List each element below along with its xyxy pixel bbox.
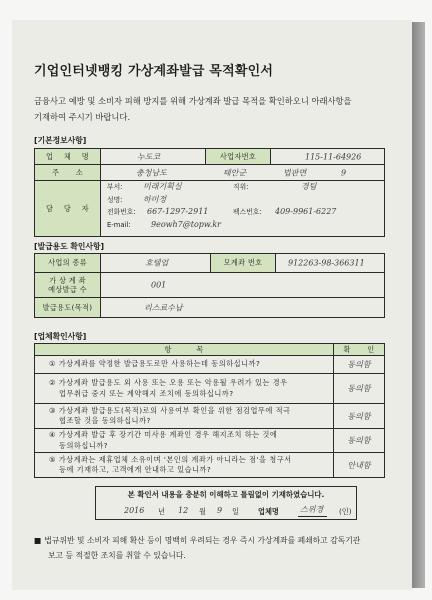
date-month-unit: 월 xyxy=(199,507,206,516)
notice-text: 보고 등 적절한 조치를 취할 수 있습니다. xyxy=(48,551,186,560)
parent-account-value: 912263-98-366311 xyxy=(288,258,365,268)
company-check-table xyxy=(34,343,385,478)
person-name-label: 성명: xyxy=(107,196,123,204)
expected-count-label xyxy=(34,272,101,298)
check-item-text: 동의하십니까? xyxy=(59,440,108,450)
address-cell xyxy=(100,164,385,181)
business-type-label: 사업의 종류 xyxy=(34,253,101,273)
position-label: 직위: xyxy=(233,183,249,191)
issuance-info-heading: [발급용도 확인사항] xyxy=(34,242,105,251)
check-answer-value: 동의함 xyxy=(347,411,371,421)
purpose-label: 발급용도(목적) xyxy=(34,297,101,318)
phone-value: 667-1297-2911 xyxy=(147,207,209,216)
check-answer-4 xyxy=(333,428,385,453)
email-value: 9eowh7@topw.kr xyxy=(151,220,221,229)
check-answer-value: 안내함 xyxy=(347,460,371,470)
legal-notice xyxy=(34,533,360,563)
check-answer-1 xyxy=(333,355,385,374)
check-item-text: 업무취급 중지 또는 계약해지 조치에 동의하십니까? xyxy=(59,388,234,398)
check-answer-3 xyxy=(333,403,385,429)
department-value: 미래기획실 xyxy=(143,182,182,191)
check-item-text: ① 가상계좌를 약정한 발급용도로만 사용하는데 동의하십니까? xyxy=(49,359,261,369)
signer-company-name: 스위경 xyxy=(298,504,327,517)
check-item-text: ③ 가상계좌 발급용도(목적)로의 사용여부 확인을 위한 점검업무에 적극 xyxy=(49,405,291,415)
company-name-label: 업 체 명 xyxy=(34,148,101,165)
scan-edge-shadow xyxy=(412,22,425,588)
check-item-text: 등에 기재하고, 고객에게 안내하고 있습니까? xyxy=(59,465,212,474)
check-column-header: 확 인 xyxy=(333,343,385,356)
basic-info-heading: [기본정보사항] xyxy=(34,136,87,145)
business-number-value: 115-11-64926 xyxy=(305,152,362,161)
check-answer-value: 동의함 xyxy=(347,436,371,445)
contact-label: 담 당 자 xyxy=(34,180,101,237)
business-number-cell xyxy=(270,148,385,165)
department-label: 부서: xyxy=(107,183,123,191)
expected-count-value: 001 xyxy=(151,280,167,290)
check-item-2 xyxy=(34,373,334,404)
contact-cell xyxy=(100,180,385,237)
check-item-5 xyxy=(34,452,334,478)
check-answer-5 xyxy=(333,452,385,478)
expected-count-label-line: 예상발급 수 xyxy=(48,285,87,294)
address-town: 법판면 xyxy=(283,168,307,177)
person-name-value: 하미정 xyxy=(143,195,167,204)
expected-count-label-line: 가 상 계 좌 xyxy=(49,276,86,285)
address-province: 충청남도 xyxy=(136,168,167,177)
check-item-text: ⑤ 가상계좌는 제휴업체 소유이며 '본인의 계좌가 아니라는 점'을 청구서 xyxy=(49,454,292,464)
check-item-text: ④ 가상계좌 발급 후 장기간 미사용 계좌인 경우 해지조치 하는 것에 xyxy=(49,430,278,439)
purpose-value: 리스료수납 xyxy=(144,303,183,312)
check-answer-value: 동의함 xyxy=(347,384,371,393)
intro-line: 기재하여 주시기 바랍니다. xyxy=(34,112,131,122)
date-year-unit: 년 xyxy=(158,507,165,516)
issuance-info-table xyxy=(34,253,385,318)
email-label: E-mail: xyxy=(107,221,131,229)
notice-text: 법규위반 및 소비자 피해 확산 등이 명백히 우려되는 경우 즉시 가상계좌를 폐쇄하고 감독기관 xyxy=(44,536,361,545)
confirmation-box xyxy=(95,486,357,520)
expected-count-cell xyxy=(100,272,385,298)
purpose-cell xyxy=(100,297,385,318)
notice-line xyxy=(34,533,360,548)
check-answer-2 xyxy=(333,373,385,404)
fax-label: 팩스번호: xyxy=(233,208,262,216)
date-month: 12 xyxy=(178,506,189,515)
square-bullet-icon: ■ xyxy=(34,536,42,545)
basic-info-table xyxy=(34,148,385,237)
check-item-3 xyxy=(34,403,334,429)
phone-label: 전화번호: xyxy=(107,208,136,216)
confirmation-statement: 본 확인서 내용을 충분히 이해하고 틀림없이 기재하였습니다. xyxy=(127,490,325,499)
item-column-header: 항 목 xyxy=(34,343,334,356)
business-type-cell xyxy=(100,253,211,273)
business-number-label: 사업자번호 xyxy=(205,148,271,165)
date-day: 9 xyxy=(217,506,223,515)
seal-mark: (인) xyxy=(339,507,352,516)
fax-value: 409-9961-6227 xyxy=(275,207,337,216)
check-item-1 xyxy=(34,355,334,374)
check-item-text: 협조할 것을 동의하십니까? xyxy=(59,416,151,425)
check-item-4 xyxy=(34,428,334,453)
position-value: 경팀 xyxy=(301,182,317,191)
address-label: 주 소 xyxy=(34,164,101,181)
address-county: 태안군 xyxy=(223,168,247,177)
check-answer-value: 동의함 xyxy=(347,360,371,369)
company-check-heading: [업체확인사항] xyxy=(34,332,87,341)
business-type-value: 호텔업 xyxy=(145,258,169,268)
company-name-value: 누도코 xyxy=(137,152,161,161)
parent-account-label: 모계좌 번호 xyxy=(210,253,276,273)
signer-company-label: 업체명 xyxy=(258,507,279,516)
date-day-unit: 일 xyxy=(232,507,239,516)
check-item-text: ② 가상계좌 발급용도 외 사용 또는 오용 또는 악용될 우려가 있는 경우 xyxy=(49,378,288,387)
intro-line: 금융사고 예방 및 소비자 피해 방지를 위해 가상계좌 발급 목적을 확인하오니 아래사항을 xyxy=(34,96,352,106)
date-year: 2016 xyxy=(124,506,145,515)
form-title: 기업인터넷뱅킹 가상계좌발급 목적확인서 xyxy=(34,64,274,79)
form-intro xyxy=(34,93,352,125)
parent-account-cell xyxy=(275,253,385,273)
address-number: 9 xyxy=(341,168,347,177)
form-sheet xyxy=(12,20,412,590)
company-name-cell xyxy=(100,148,206,165)
